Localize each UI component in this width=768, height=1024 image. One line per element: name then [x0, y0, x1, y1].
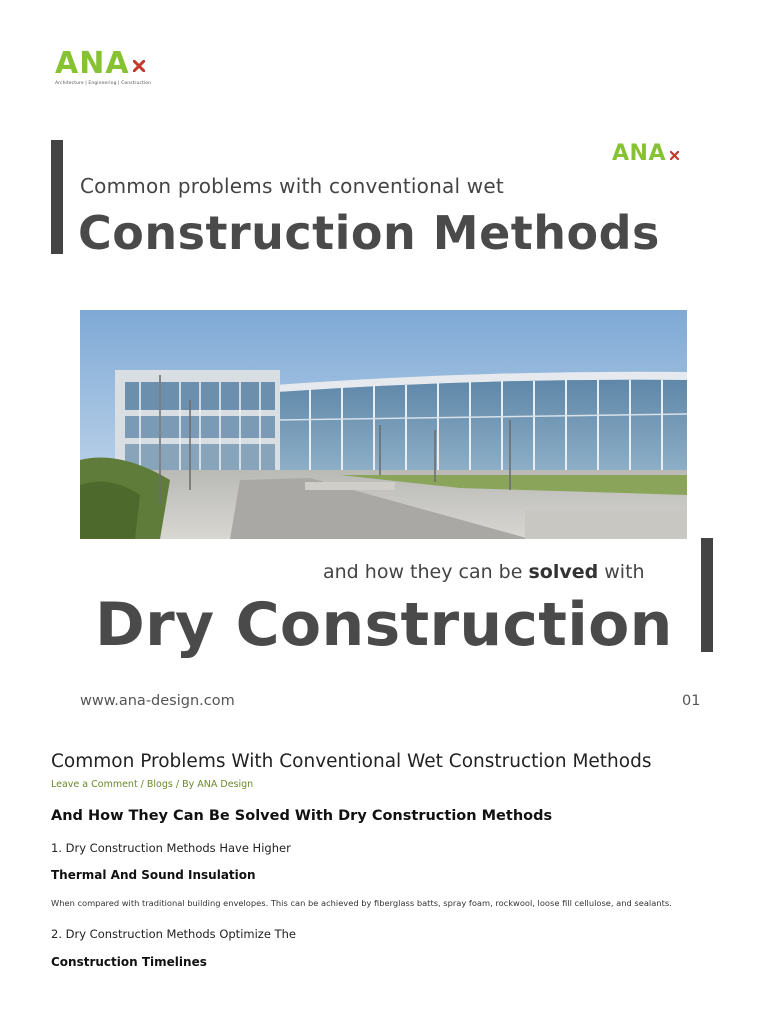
- article-title: Common Problems With Conventional Wet Construction Methods: [51, 751, 652, 772]
- logo-tagline: Architecture | Engineering | Construction: [55, 81, 152, 86]
- list-item-2: 2. Dry Construction Methods Optimize The: [51, 927, 296, 941]
- list-item-2-title: Construction Timelines: [51, 955, 207, 969]
- list-item-1-title: Thermal And Sound Insulation: [51, 868, 256, 882]
- subheading-bottom-pre: and how they can be: [323, 561, 529, 583]
- hero-heading-top: Construction Methods: [78, 206, 660, 260]
- accent-bar-left: [51, 140, 63, 254]
- subheading-bottom-bold: solved: [528, 561, 599, 583]
- hero-subheading-top: Common problems with conventional wet: [80, 174, 504, 198]
- article-meta[interactable]: Leave a Comment / Blogs / By ANA Design: [51, 779, 254, 790]
- company-logo[interactable]: [55, 48, 155, 92]
- hero-logo: [612, 141, 687, 169]
- list-item-1-text: When compared with traditional building envelopes. This can be achieved by fiberglass batts, spray foam, rockwool, loose fill cellulose, and sealants.: [51, 898, 672, 908]
- hero-subheading-bottom: [323, 561, 645, 583]
- subheading-bottom-post: with: [598, 561, 645, 583]
- accent-bar-right: [701, 538, 713, 652]
- hero-page-number: 01: [682, 693, 701, 709]
- hero-website: www.ana-design.com: [80, 693, 235, 709]
- article-heading: And How They Can Be Solved With Dry Construction Methods: [51, 808, 553, 824]
- building-photo: [80, 310, 687, 539]
- hero-logo-wordmark: ANA: [612, 141, 666, 166]
- list-item-1: 1. Dry Construction Methods Have Higher: [51, 841, 291, 855]
- logo-wordmark: ANA: [55, 46, 130, 81]
- hero-logo-x-mark-icon: [670, 151, 679, 160]
- logo-x-mark-icon: [133, 60, 145, 72]
- hero-heading-bottom: Dry Construction: [95, 590, 673, 660]
